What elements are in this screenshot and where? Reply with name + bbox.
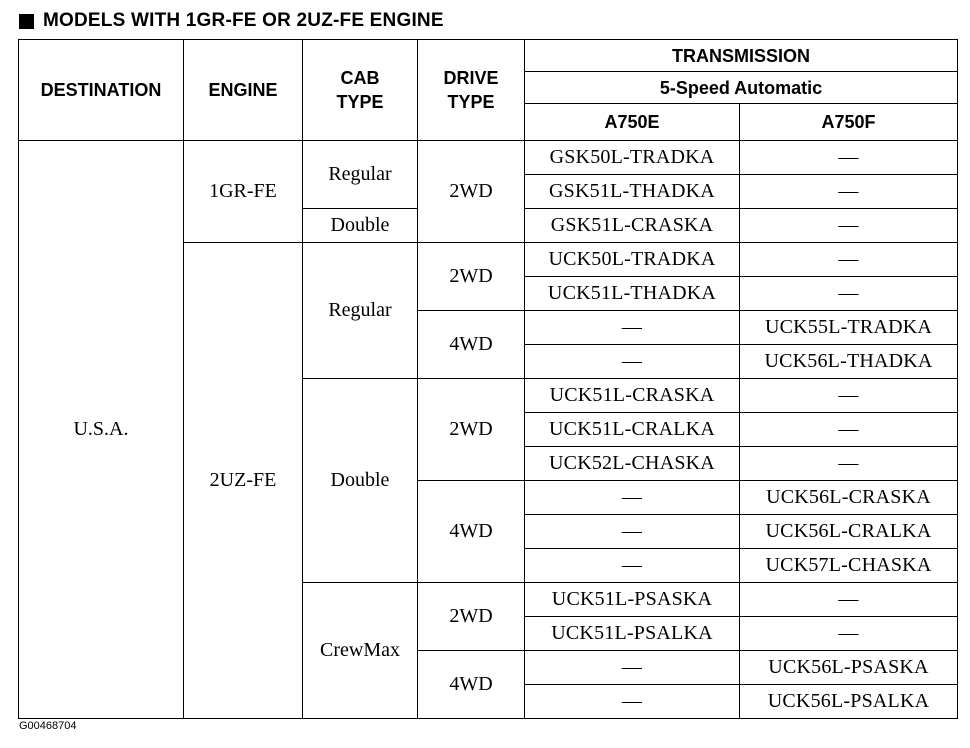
figure-id: G00468704 bbox=[19, 720, 77, 732]
page-title bbox=[19, 8, 444, 34]
a750f-cell: — bbox=[740, 447, 958, 481]
page-title-text: MODELS WITH 1GR-FE OR 2UZ-FE ENGINE bbox=[43, 10, 444, 31]
models-table bbox=[18, 39, 958, 719]
cab-type-cell: Regular bbox=[303, 243, 418, 379]
a750f-cell: UCK56L-PSALKA bbox=[740, 685, 958, 719]
a750f-cell: UCK56L-PSASKA bbox=[740, 651, 958, 685]
table-row bbox=[19, 141, 958, 175]
a750e-cell: — bbox=[525, 685, 740, 719]
cab-type-cell: Double bbox=[303, 379, 418, 583]
drive-type-cell: 4WD bbox=[418, 651, 525, 719]
a750e-cell: — bbox=[525, 515, 740, 549]
a750e-cell: — bbox=[525, 651, 740, 685]
cab-type-cell: CrewMax bbox=[303, 583, 418, 719]
a750e-cell: — bbox=[525, 311, 740, 345]
a750e-cell: — bbox=[525, 549, 740, 583]
engine-header: ENGINE bbox=[184, 40, 303, 141]
drive-type-cell: 2WD bbox=[418, 583, 525, 651]
destination-cell: U.S.A. bbox=[19, 141, 184, 719]
a750f-header: A750F bbox=[740, 104, 958, 141]
a750e-header: A750E bbox=[525, 104, 740, 141]
destination-header: DESTINATION bbox=[19, 40, 184, 141]
a750f-cell: UCK55L-TRADKA bbox=[740, 311, 958, 345]
drive-type-cell: 2WD bbox=[418, 379, 525, 481]
engine-cell-1gr: 1GR-FE bbox=[184, 141, 303, 243]
a750e-cell: UCK52L-CHASKA bbox=[525, 447, 740, 481]
a750e-cell: GSK50L-TRADKA bbox=[525, 141, 740, 175]
a750f-cell: UCK56L-CRALKA bbox=[740, 515, 958, 549]
a750f-cell: — bbox=[740, 141, 958, 175]
a750e-cell: — bbox=[525, 481, 740, 515]
a750e-cell: UCK50L-TRADKA bbox=[525, 243, 740, 277]
a750e-cell: UCK51L-PSASKA bbox=[525, 583, 740, 617]
a750f-cell: UCK57L-CHASKA bbox=[740, 549, 958, 583]
a750e-cell: — bbox=[525, 345, 740, 379]
cab-type-cell: Double bbox=[303, 209, 418, 243]
a750e-cell: UCK51L-CRASKA bbox=[525, 379, 740, 413]
a750f-cell: UCK56L-CRASKA bbox=[740, 481, 958, 515]
a750e-cell: GSK51L-CRASKA bbox=[525, 209, 740, 243]
drive-type-cell: 2WD bbox=[418, 243, 525, 311]
header-row-1 bbox=[19, 40, 958, 72]
a750f-cell: — bbox=[740, 209, 958, 243]
a750f-cell: — bbox=[740, 413, 958, 447]
a750f-cell: — bbox=[740, 583, 958, 617]
transmission-header: TRANSMISSION bbox=[525, 40, 958, 72]
cab-type-header: CAB TYPE bbox=[303, 40, 418, 141]
drive-type-cell: 4WD bbox=[418, 311, 525, 379]
a750e-cell: GSK51L-THADKA bbox=[525, 175, 740, 209]
speed-header: 5-Speed Automatic bbox=[525, 72, 958, 104]
a750f-cell: — bbox=[740, 379, 958, 413]
drive-type-header: DRIVE TYPE bbox=[418, 40, 525, 141]
a750e-cell: UCK51L-THADKA bbox=[525, 277, 740, 311]
drive-type-cell: 2WD bbox=[418, 141, 525, 243]
a750f-cell: — bbox=[740, 617, 958, 651]
a750f-cell: — bbox=[740, 175, 958, 209]
engine-cell-2uz: 2UZ-FE bbox=[184, 243, 303, 719]
square-bullet-icon bbox=[19, 14, 34, 29]
drive-type-cell: 4WD bbox=[418, 481, 525, 583]
cab-type-cell: Regular bbox=[303, 141, 418, 209]
a750e-cell: UCK51L-PSALKA bbox=[525, 617, 740, 651]
a750f-cell: — bbox=[740, 243, 958, 277]
a750f-cell: — bbox=[740, 277, 958, 311]
a750e-cell: UCK51L-CRALKA bbox=[525, 413, 740, 447]
a750f-cell: UCK56L-THADKA bbox=[740, 345, 958, 379]
